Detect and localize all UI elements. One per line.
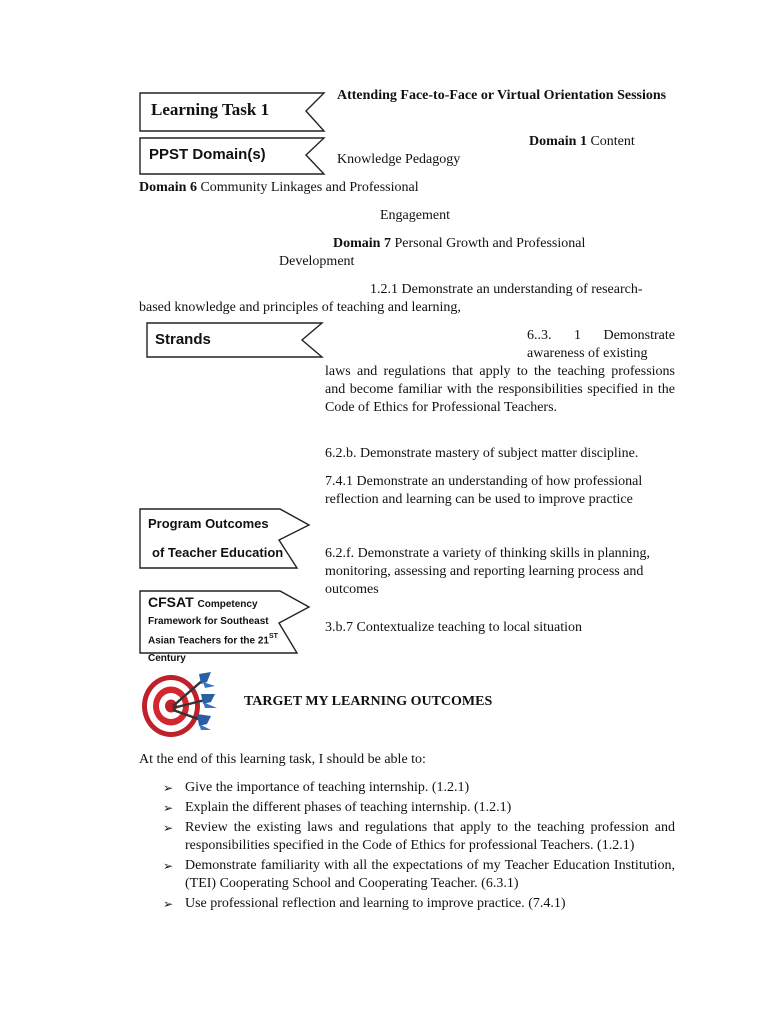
outcomes-intro: At the end of this learning task, I should be able to: [139, 752, 426, 767]
task-title: Attending Face-to-Face or Virtual Orientation Sessions [337, 88, 667, 103]
outcomes-heading: TARGET MY LEARNING OUTCOMES [244, 694, 493, 709]
list-item: ➢ Give the importance of teaching internship. (1.2.1) [163, 780, 470, 795]
program-outcomes-label-line2: of Teacher Education [152, 545, 284, 560]
cfsat-sup: ST [268, 633, 278, 640]
cfsat-sub-3: Asian Teachers for the 21 [148, 635, 269, 647]
strand-6-2-f: 6.2.f. Demonstrate a variety of thinking skills in planning, monitoring, assessing and reporting learning process and outcomes [325, 546, 651, 597]
domain-7-continued: Development [279, 254, 355, 269]
learning-task-label: Learning Task 1 [151, 100, 270, 119]
bullet-arrow-icon: ➢ [163, 801, 174, 815]
strand-6-2-b: 6.2.b. Demonstrate mastery of subject matter discipline. [325, 446, 639, 461]
learning-task-tab [139, 92, 329, 132]
cfsat-text-clip [148, 594, 293, 664]
list-item: ➢ Demonstrate familiarity with all the expectations of my Teacher Education Institution, (TEI) Cooperating School and Cooperating Teacher. (6.3.1) [163, 858, 675, 891]
list-item: ➢ Explain the different phases of teaching internship. (1.2.1) [163, 800, 512, 815]
ppst-domain-tab [139, 137, 329, 175]
strand-1-2-1-line1: 1.2.1 Demonstrate an understanding of research- [370, 282, 643, 297]
program-outcomes-tab [139, 508, 314, 570]
target-svg [139, 668, 223, 740]
bullet-arrow-icon: ➢ [163, 897, 174, 911]
program-outcomes-label-line1: Program Outcomes [148, 516, 269, 531]
strand-6-3-1-body: laws and regulations that apply to the teaching professions and become familiar with the responsibilities specified in the Code of Ethics for Professional Teachers. [325, 364, 675, 415]
outcomes-list [139, 779, 675, 913]
strands-label: Strands [155, 331, 211, 348]
cfsat-sub-2: Framework for Southeast [148, 616, 269, 627]
outcomes-list-container [139, 779, 675, 915]
strands-tab [146, 322, 326, 358]
bullet-arrow-icon: ➢ [163, 821, 174, 835]
cfsat-tab [139, 590, 314, 664]
strand-6-3-1-head: 6..3. 1 Demonstrate awareness of existing [527, 328, 675, 361]
strand-1-2-1-line2: based knowledge and principles of teaching and learning, [139, 300, 461, 315]
bullet-arrow-icon: ➢ [163, 781, 174, 795]
cfsat-sub-1: Competency [197, 599, 258, 610]
domain-6-continued: Engagement [380, 208, 450, 223]
ppst-domain-label: PPST Domain(s) [149, 146, 266, 163]
domain-7: Domain 7 Personal Growth and Professional [333, 236, 586, 251]
cfsat-sub-4: Century [148, 652, 186, 664]
strand-3-b-7: 3.b.7 Contextualize teaching to local situation [325, 620, 582, 635]
list-item: ➢ Use professional reflection and learning to improve practice. (7.4.1) [163, 896, 566, 911]
bullet-arrow-icon: ➢ [163, 859, 174, 873]
strand-7-4-1: 7.4.1 Demonstrate an understanding of how professional reflection and learning can be used to improve practice [325, 474, 643, 507]
cfsat-title: CFSAT [148, 594, 194, 610]
domain-1: Domain 1 Content [529, 134, 635, 149]
program-outcomes-line2-clip [152, 544, 289, 564]
domain-1-continued: Knowledge Pedagogy [337, 152, 461, 167]
domain-6: Domain 6 Community Linkages and Professional [139, 180, 419, 195]
list-item: ➢ Review the existing laws and regulations that apply to the teaching profession and responsibilities specified in the Code of Ethics for professional Teachers. (1.2.1) [163, 820, 675, 853]
target-with-darts-icon [139, 668, 223, 740]
